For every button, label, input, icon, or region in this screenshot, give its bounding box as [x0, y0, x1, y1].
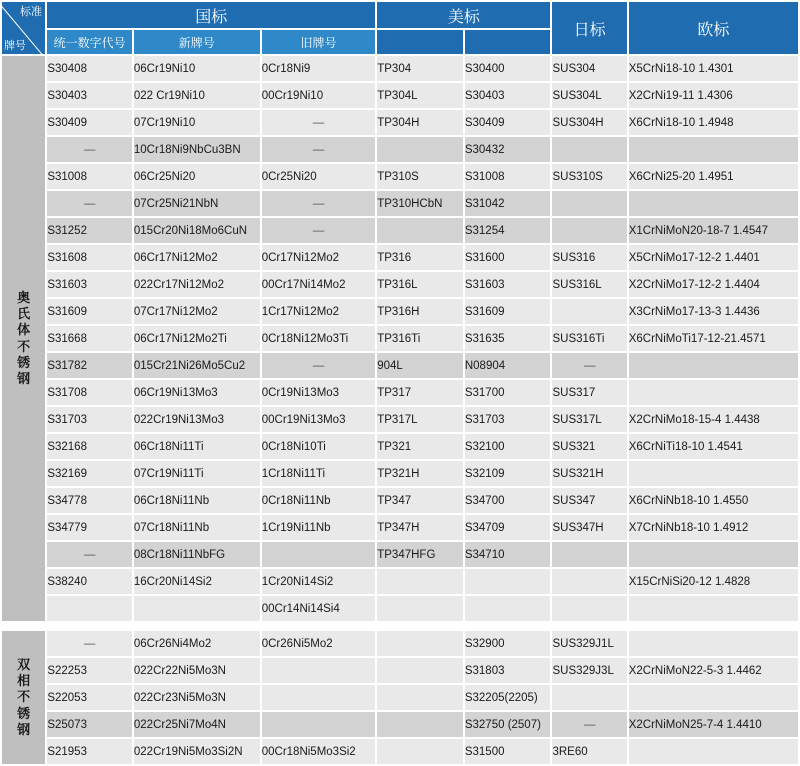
cell [377, 712, 463, 737]
cell [262, 658, 376, 683]
table-row [2, 631, 798, 656]
cell: 10Cr18Ni9NbCu3BN [134, 137, 260, 162]
cell: X3CrNiMo17-13-3 1.4436 [629, 299, 798, 324]
table-row [2, 191, 798, 216]
cell: X1CrNiMoN20-18-7 1.4547 [629, 218, 798, 243]
cell: S31703 [465, 407, 551, 432]
cell: S30400 [465, 56, 551, 81]
cell [552, 137, 626, 162]
cell: 0Cr18Ni12Mo3Ti [262, 326, 376, 351]
cell [377, 658, 463, 683]
category-char: 锈 [17, 354, 31, 370]
header-group-jis: 日标 [552, 2, 626, 54]
header-sub-astm-left [377, 30, 463, 54]
cell: SUS347 [552, 488, 626, 513]
cell: 08Cr18Ni11NbFG [134, 542, 260, 567]
table-row [2, 272, 798, 297]
cell: 00Cr18Ni5Mo3Si2 [262, 739, 376, 764]
header-group-en: 欧标 [629, 2, 798, 54]
cell: TP347 [377, 488, 463, 513]
cell: 00Cr14Ni14Si4 [262, 596, 376, 621]
cell: X2CrNiMoN22-5-3 1.4462 [629, 658, 798, 683]
cell: 0Cr18Ni11Nb [262, 488, 376, 513]
cell [262, 712, 376, 737]
cell: 00Cr19Ni10 [262, 83, 376, 108]
cell: SUS316 [552, 245, 626, 270]
table-row [2, 83, 798, 108]
cell: 07Cr25Ni21NbN [134, 191, 260, 216]
table-row [2, 461, 798, 486]
cell: 0Cr26Ni5Mo2 [262, 631, 376, 656]
cell: — [552, 353, 626, 378]
table-row [2, 245, 798, 270]
cell: TP310HCbN [377, 191, 463, 216]
table-row [2, 569, 798, 594]
table-body-duplex [2, 631, 798, 764]
table-row [2, 658, 798, 683]
cell: S32750 (2507) [465, 712, 551, 737]
cell: 1Cr19Ni11Nb [262, 515, 376, 540]
cell [377, 137, 463, 162]
cell: S31600 [465, 245, 551, 270]
cell: SUS317 [552, 380, 626, 405]
cell [629, 461, 798, 486]
category-char: 奥 [17, 289, 31, 305]
cell [552, 191, 626, 216]
cell: S32100 [465, 434, 551, 459]
cell: S32168 [47, 434, 132, 459]
corner-label-grade: 牌号 [4, 40, 26, 52]
cell: S31008 [47, 164, 132, 189]
cell: S31252 [47, 218, 132, 243]
header-corner-cell [2, 2, 45, 54]
cell [552, 542, 626, 567]
cell [377, 685, 463, 710]
category-char: 氏 [17, 306, 31, 321]
cell: — [47, 631, 132, 656]
cell: S32205(2205) [465, 685, 551, 710]
cell: — [552, 712, 626, 737]
cell [465, 596, 551, 621]
cell: SUS329J3L [552, 658, 626, 683]
cell [465, 569, 551, 594]
header-group-gb: 国标 [47, 2, 375, 28]
cell: S31668 [47, 326, 132, 351]
cell: — [262, 353, 376, 378]
cell: 1Cr20Ni14Si2 [262, 569, 376, 594]
table-body-austenitic [2, 56, 798, 629]
cell: X6CrNiMoTi17-12-21.4571 [629, 326, 798, 351]
category-char: 不 [17, 689, 31, 705]
cell: 07Cr19Ni11Ti [134, 461, 260, 486]
cell: S31700 [465, 380, 551, 405]
cell: SUS329J1L [552, 631, 626, 656]
category-austenitic [2, 56, 45, 621]
cell: X2CrNiMo18-15-4 1.4438 [629, 407, 798, 432]
table-row [2, 596, 798, 621]
category-char: 体 [17, 322, 31, 338]
cell: — [262, 137, 376, 162]
cell: S30403 [465, 83, 551, 108]
cell: 022Cr19Ni5Mo3Si2N [134, 739, 260, 764]
cell [552, 299, 626, 324]
cell: S22053 [47, 685, 132, 710]
table-row [2, 515, 798, 540]
cell [629, 542, 798, 567]
cell: S22253 [47, 658, 132, 683]
cell: X6CrNiTi18-10 1.4541 [629, 434, 798, 459]
cell: 904L [377, 353, 463, 378]
cell: S34778 [47, 488, 132, 513]
cell: TP321H [377, 461, 463, 486]
cell: SUS317L [552, 407, 626, 432]
cell: S32169 [47, 461, 132, 486]
table-row [2, 739, 798, 764]
cell [47, 596, 132, 621]
cell: 0Cr25Ni20 [262, 164, 376, 189]
cell: 0Cr19Ni13Mo3 [262, 380, 376, 405]
cell: — [47, 542, 132, 567]
cell: S30432 [465, 137, 551, 162]
cell [629, 380, 798, 405]
cell: S34700 [465, 488, 551, 513]
cell: TP347HFG [377, 542, 463, 567]
table-row [2, 380, 798, 405]
cell: S31609 [47, 299, 132, 324]
spacer [2, 623, 798, 629]
cell: S30409 [465, 110, 551, 135]
table-row [2, 542, 798, 567]
cell: S31608 [47, 245, 132, 270]
category-char: 双 [17, 656, 31, 672]
cell [629, 137, 798, 162]
cell: SUS321 [552, 434, 626, 459]
cell: 06Cr18Ni11Ti [134, 434, 260, 459]
cell [262, 685, 376, 710]
cell: S32109 [465, 461, 551, 486]
table-row [2, 218, 798, 243]
cell: SUS316Ti [552, 326, 626, 351]
cell: TP321 [377, 434, 463, 459]
cell: — [47, 191, 132, 216]
cell: X5CrNiMo17-12-2 1.4401 [629, 245, 798, 270]
cell: 06Cr17Ni12Mo2Ti [134, 326, 260, 351]
cell: TP310S [377, 164, 463, 189]
table-row [2, 488, 798, 513]
category-char: 相 [17, 673, 31, 689]
cell: 06Cr25Ni20 [134, 164, 260, 189]
table-header [2, 2, 798, 54]
cell: S31254 [465, 218, 551, 243]
cell: S34710 [465, 542, 551, 567]
table-row [2, 353, 798, 378]
cell: TP304H [377, 110, 463, 135]
cell: 0Cr17Ni12Mo2 [262, 245, 376, 270]
cell: 022Cr23Ni5Mo3N [134, 685, 260, 710]
cell [629, 353, 798, 378]
cell: SUS310S [552, 164, 626, 189]
table-row [2, 137, 798, 162]
cell: S32900 [465, 631, 551, 656]
cell [629, 596, 798, 621]
cell [377, 739, 463, 764]
category-char: 钢 [17, 721, 31, 737]
cell: TP316L [377, 272, 463, 297]
category-char: 不 [17, 338, 31, 354]
cell: 00Cr19Ni13Mo3 [262, 407, 376, 432]
cell [552, 596, 626, 621]
cell [629, 739, 798, 764]
cell: 0Cr18Ni10Ti [262, 434, 376, 459]
cell: X2CrNiMo17-12-2 1.4404 [629, 272, 798, 297]
cell: 015Cr20Ni18Mo6CuN [134, 218, 260, 243]
cell: TP316H [377, 299, 463, 324]
cell: 3RE60 [552, 739, 626, 764]
cell: 06Cr19Ni10 [134, 56, 260, 81]
table-row [2, 407, 798, 432]
cell: — [262, 191, 376, 216]
cell: S21953 [47, 739, 132, 764]
cell: S31008 [465, 164, 551, 189]
cell: X15CrNiSi20-12 1.4828 [629, 569, 798, 594]
header-sub-old-grade: 旧牌号 [262, 30, 376, 54]
cell: 015Cr21Ni26Mo5Cu2 [134, 353, 260, 378]
cell [377, 218, 463, 243]
cell: SUS347H [552, 515, 626, 540]
cell: S31603 [47, 272, 132, 297]
cell: SUS321H [552, 461, 626, 486]
category-char: 钢 [17, 371, 31, 386]
cell: 06Cr18Ni11Nb [134, 488, 260, 513]
cell: — [262, 110, 376, 135]
cell: 07Cr18Ni11Nb [134, 515, 260, 540]
cell: S31782 [47, 353, 132, 378]
cell: 06Cr17Ni12Mo2 [134, 245, 260, 270]
category-char: 锈 [17, 705, 31, 721]
cell [629, 631, 798, 656]
cell: SUS304H [552, 110, 626, 135]
table-row [2, 56, 798, 81]
cell: S38240 [47, 569, 132, 594]
cell: 022 Cr19Ni10 [134, 83, 260, 108]
category-duplex [2, 631, 45, 764]
section-spacer-row [2, 623, 798, 629]
cell: TP304L [377, 83, 463, 108]
cell: S31500 [465, 739, 551, 764]
table-row [2, 164, 798, 189]
cell: TP304 [377, 56, 463, 81]
table-row [2, 326, 798, 351]
cell: S31708 [47, 380, 132, 405]
header-sub-astm-right [465, 30, 551, 54]
table-row [2, 685, 798, 710]
cell [552, 569, 626, 594]
cell: TP316 [377, 245, 463, 270]
cell: TP317 [377, 380, 463, 405]
cell: 06Cr26Ni4Mo2 [134, 631, 260, 656]
cell: S34709 [465, 515, 551, 540]
cell: 022Cr19Ni13Mo3 [134, 407, 260, 432]
cell: 1Cr17Ni12Mo2 [262, 299, 376, 324]
cell: X5CrNi18-10 1.4301 [629, 56, 798, 81]
cell: X7CrNiNb18-10 1.4912 [629, 515, 798, 540]
cell: SUS304 [552, 56, 626, 81]
cell: 00Cr17Ni14Mo2 [262, 272, 376, 297]
cell [377, 569, 463, 594]
cell: SUS316L [552, 272, 626, 297]
header-sub-new-grade: 新牌号 [134, 30, 260, 54]
cell [552, 685, 626, 710]
cell: S30403 [47, 83, 132, 108]
cell: 022Cr17Ni12Mo2 [134, 272, 260, 297]
header-group-astm: 美标 [377, 2, 550, 28]
table-row [2, 299, 798, 324]
cell: X6CrNi18-10 1.4948 [629, 110, 798, 135]
cell: X6CrNiNb18-10 1.4550 [629, 488, 798, 513]
cell: N08904 [465, 353, 551, 378]
cell [377, 596, 463, 621]
cell: S34779 [47, 515, 132, 540]
corner-label-standard: 标准 [20, 6, 42, 18]
header-sub-unified-code: 统一数字代号 [47, 30, 132, 54]
cell [629, 685, 798, 710]
cell: TP347H [377, 515, 463, 540]
cell [377, 631, 463, 656]
cell: S31703 [47, 407, 132, 432]
cell: X6CrNi25-20 1.4951 [629, 164, 798, 189]
cell: 1Cr18Ni11Ti [262, 461, 376, 486]
cell: SUS304L [552, 83, 626, 108]
cell: 16Cr20Ni14Si2 [134, 569, 260, 594]
cell [262, 542, 376, 567]
cell: — [47, 137, 132, 162]
cell: 06Cr19Ni13Mo3 [134, 380, 260, 405]
cell: — [262, 218, 376, 243]
table-row [2, 110, 798, 135]
cell: S31803 [465, 658, 551, 683]
cell: S31603 [465, 272, 551, 297]
cell: S31635 [465, 326, 551, 351]
table-row [2, 434, 798, 459]
cell [629, 191, 798, 216]
cell: S31042 [465, 191, 551, 216]
cell: S30408 [47, 56, 132, 81]
cell: X2CrNiMoN25-7-4 1.4410 [629, 712, 798, 737]
cell: S30409 [47, 110, 132, 135]
cell: X2CrNi19-11 1.4306 [629, 83, 798, 108]
cell: TP316Ti [377, 326, 463, 351]
cell: S31609 [465, 299, 551, 324]
cell [134, 596, 260, 621]
cell: TP317L [377, 407, 463, 432]
cell [552, 218, 626, 243]
cell: 07Cr17Ni12Mo2 [134, 299, 260, 324]
cell: 07Cr19Ni10 [134, 110, 260, 135]
cell: 022Cr25Ni7Mo4N [134, 712, 260, 737]
table-row [2, 712, 798, 737]
cell: S25073 [47, 712, 132, 737]
cell: 022Cr22Ni5Mo3N [134, 658, 260, 683]
cell: 0Cr18Ni9 [262, 56, 376, 81]
